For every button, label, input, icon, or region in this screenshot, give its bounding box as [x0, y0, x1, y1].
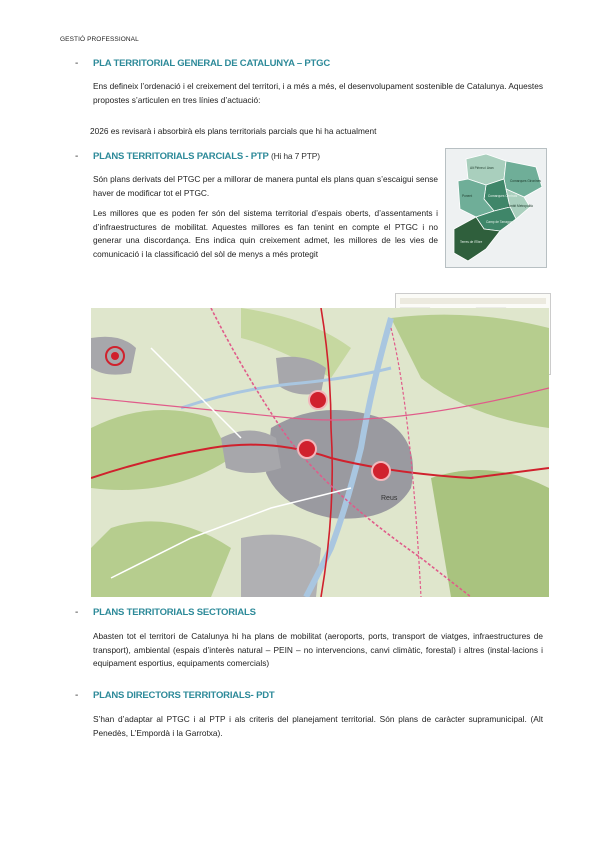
region-label: Ponent — [462, 194, 473, 198]
section-title-sectorials: PLANS TERRITORIALS SECTORIALS — [93, 607, 256, 618]
city-label: Reus — [381, 495, 398, 502]
green-zone — [431, 470, 549, 597]
section-paragraph-ptgc — [93, 80, 543, 114]
paragraph-text: Abasten tot el territori de Catalunya hi ha plans de mobilitat (aeroports, ports, transport de viatges, infraestructures de transport), ambiental (espais d’interès natural – PEIN – no intervencions, canvi climàtic, forestal) i altres (instal·lacions i equipament esportius, equipaments comercials) — [93, 631, 543, 668]
growth-marker-center — [111, 352, 119, 360]
growth-marker — [309, 391, 327, 409]
revision-note: 2026 es revisarà i absorbirà els plans territorials parcials que hi ha actualment — [90, 126, 377, 136]
paragraph-text: S’han d’adaptar al PTGC i al PTP i als criteris del planejament territorial. Són plans de caràcter supramunicipal. (Alt Penedès, L’Empordà i la Garrotxa). — [93, 714, 543, 738]
bullet-marker: - — [75, 607, 79, 618]
land-use-map — [91, 308, 549, 597]
catalonia-map-svg — [446, 149, 546, 267]
region-label: Alt Pirineu i Aran — [470, 166, 494, 170]
region-label: Terres de l'Ebre — [460, 240, 483, 244]
section-paragraph-ptp — [93, 173, 438, 268]
growth-marker — [372, 462, 390, 480]
paragraph-text: Són plans derivats del PTGC per a millorar de manera puntal els plans quan s’escaigui sense haver de modificar tot el PTGC. — [93, 174, 438, 198]
catalonia-regions-map — [445, 148, 547, 268]
region-label: Comarques Centrals — [488, 194, 518, 198]
section-title-text: PLANS TERRITORIALS PARCIALS - PTP — [93, 151, 269, 162]
region-label: Comarques Gironines — [510, 179, 542, 183]
bullet-marker: - — [75, 58, 79, 69]
land-use-map-svg — [91, 308, 549, 597]
region-label: Àmbit Metropolità — [508, 204, 533, 208]
section-title-ptgc: PLA TERRITORIAL GENERAL DE CATALUNYA – PTGC — [93, 58, 331, 69]
bullet-marker: - — [75, 690, 79, 701]
section-title-note: (Hi ha 7 PTP) — [270, 151, 320, 161]
region-label: Camp de Tarragona — [486, 220, 515, 224]
paragraph-text: Ens defineix l’ordenació i el creixement del territori, i a més a més, el desenvolupament sostenible de Catalunya. Aquestes propostes s’articulen en tres línies d’actuació: — [93, 81, 543, 105]
paragraph-text: Les millores que es poden fer són del sistema territorial d’espais oberts, d’assentaments i d’infraestructures de mobilitat. Aquestes millores es fan tenint en compte el PTGC i no generar una discordança. Ens indica quin creixement admet, les millores de les vies de comunicació i la classificació del sòl de menys a més protegit — [93, 208, 438, 259]
section-paragraph-sectorials — [93, 630, 543, 678]
section-title-ptp — [93, 151, 320, 162]
page-header: GESTIÓ PROFESSIONAL — [60, 36, 139, 43]
urban-area — [221, 431, 281, 474]
growth-marker — [298, 440, 316, 458]
bullet-marker: - — [75, 151, 79, 162]
section-title-pdt: PLANS DIRECTORS TERRITORIALS- PDT — [93, 690, 275, 701]
section-paragraph-pdt — [93, 713, 543, 747]
